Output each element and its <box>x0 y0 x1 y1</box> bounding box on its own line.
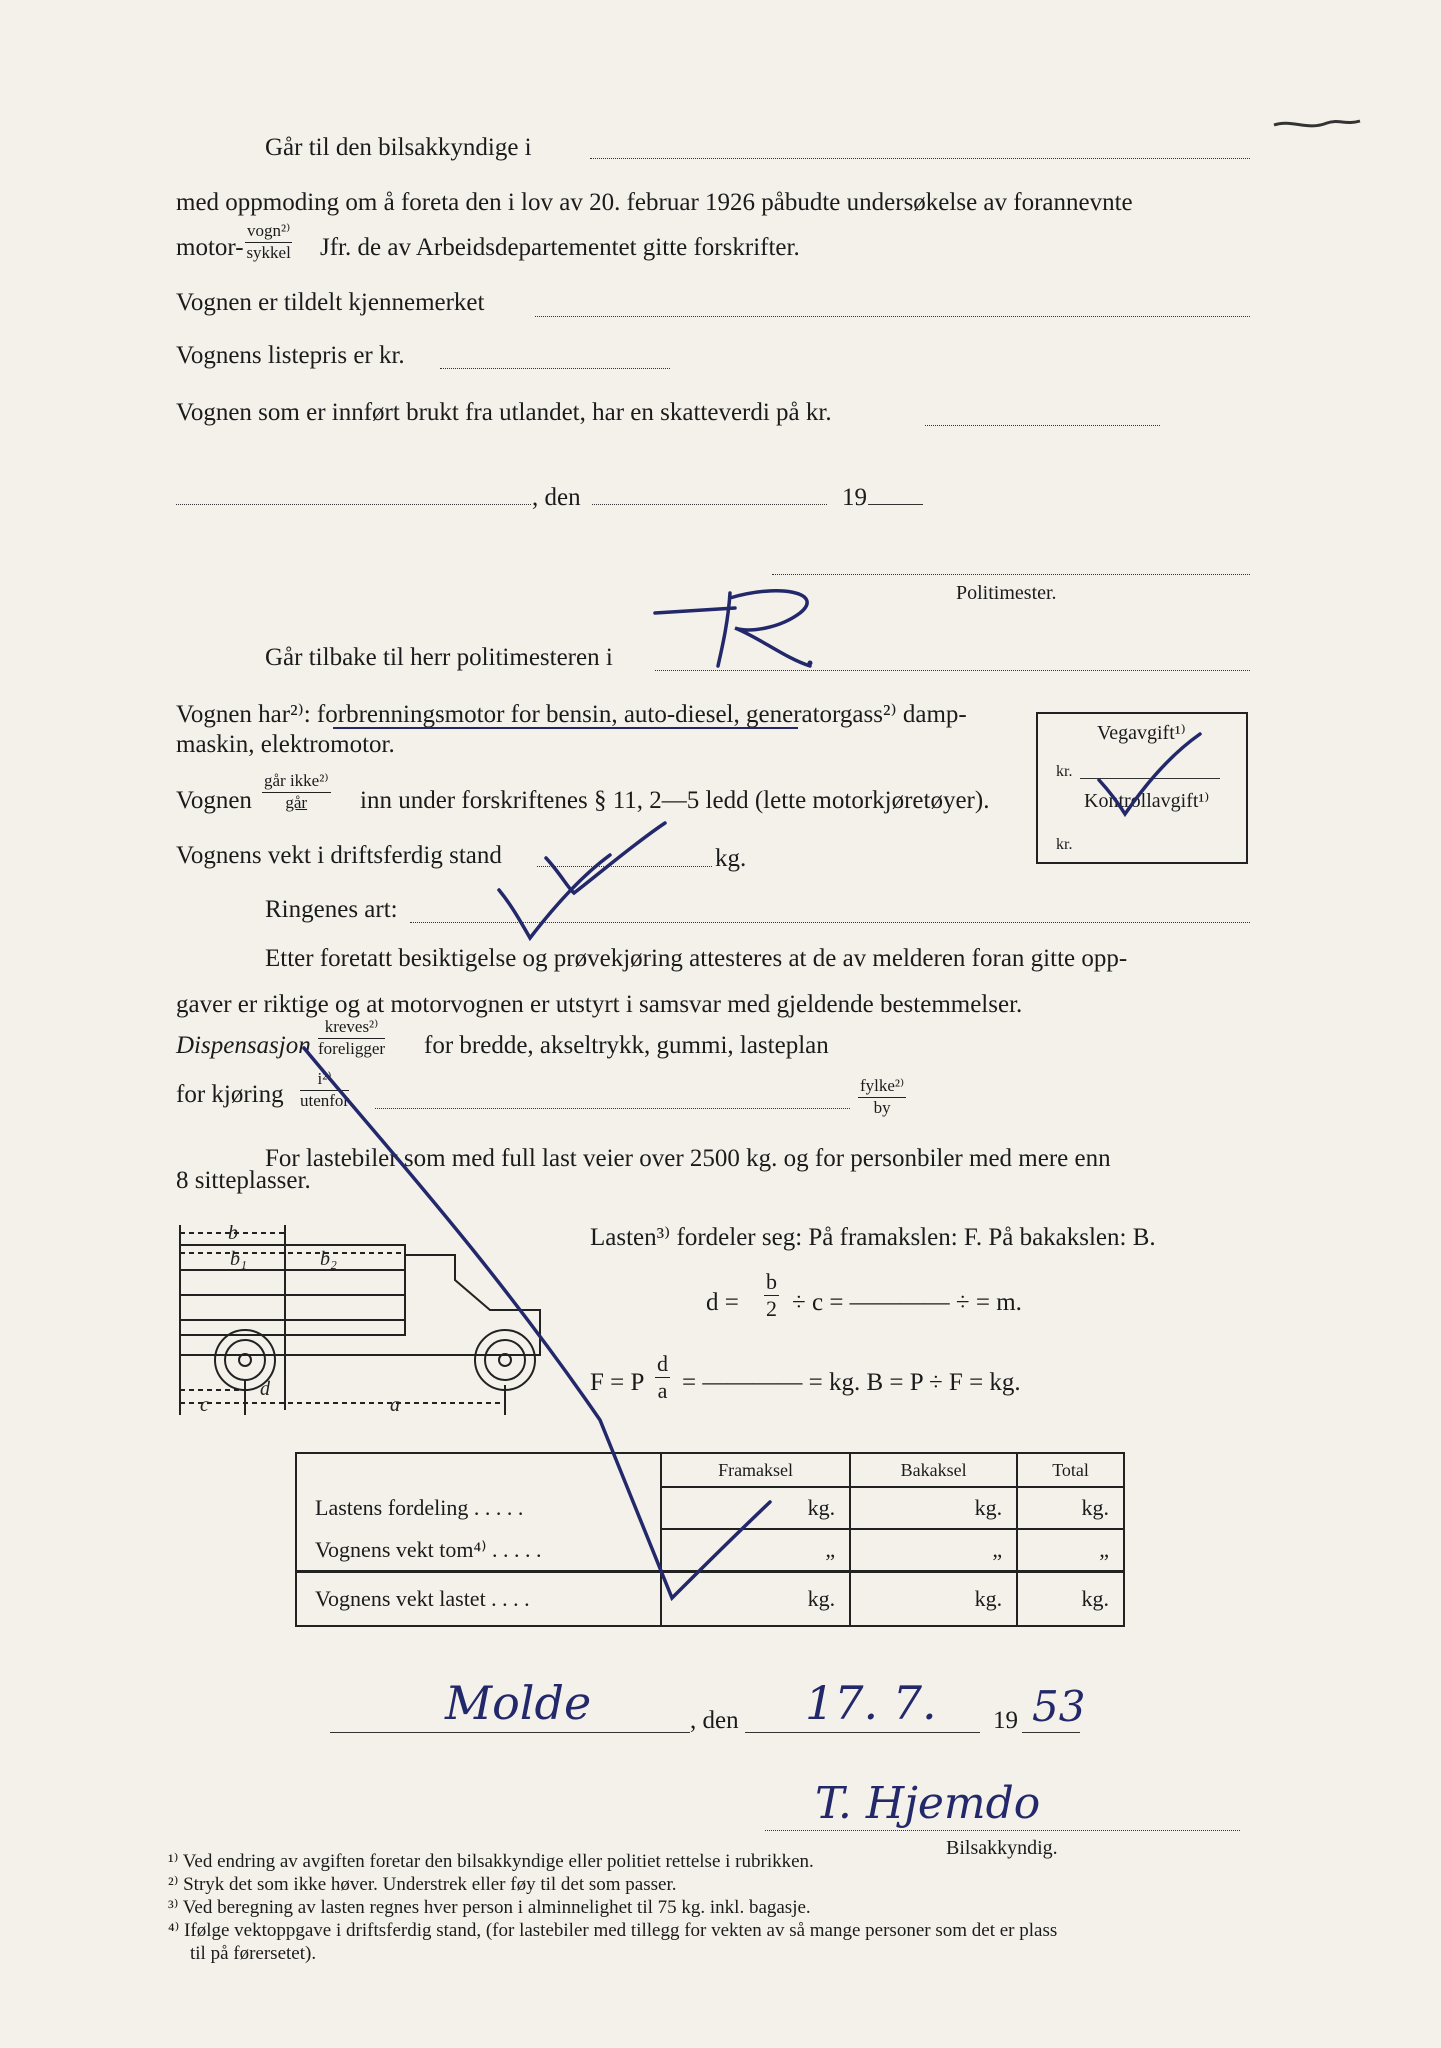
lastebiler-line1: For lastebiler som med full last veier over 2500 kg. og for personbiler med mere enn <box>265 1145 1111 1172</box>
dispensasjon-bottom: foreligger <box>318 1038 386 1058</box>
motor-fraction-bottom: går <box>285 792 308 812</box>
first-den-label: , den <box>532 484 581 511</box>
first-year-field[interactable] <box>868 504 923 505</box>
header-line3-prefix: motor- <box>176 234 244 261</box>
kontrollavgift-kr: kr. <box>1056 836 1073 853</box>
return-field[interactable] <box>655 670 1250 671</box>
formula-b: b <box>764 1270 779 1296</box>
place-field[interactable] <box>330 1732 690 1733</box>
truck-label-b: b <box>228 1225 238 1244</box>
truck-label-a: a <box>390 1394 400 1415</box>
signature-den-label: , den <box>690 1707 739 1734</box>
vekt-kg: kg. <box>715 845 747 872</box>
table-header: Framaksel <box>661 1453 850 1487</box>
corner-mark <box>1272 105 1362 145</box>
date-handwritten: 17. 7. <box>805 1676 937 1730</box>
first-date-field[interactable] <box>592 504 827 505</box>
fraction-bottom: sykkel <box>246 242 291 262</box>
vegavgift-kr: kr. <box>1056 763 1073 780</box>
motor-line2: maskin, elektromotor. <box>176 731 395 758</box>
formula-a: a <box>657 1378 668 1404</box>
row-label: Vognens vekt lastet . . . . <box>296 1572 661 1627</box>
ringer-label: Ringenes art: <box>265 896 398 923</box>
bilsakkyndig-label: Bilsakkyndig. <box>946 1837 1058 1859</box>
table-cell[interactable]: kg. <box>661 1572 850 1627</box>
row-label: Vognens vekt tom⁴⁾ . . . . . <box>296 1529 661 1572</box>
kjoring-label: for kjøring <box>176 1081 284 1108</box>
place-handwritten: Molde <box>445 1676 592 1730</box>
dispensasjon-label: Dispensasjon <box>176 1032 311 1059</box>
table-cell[interactable]: „ <box>661 1529 850 1572</box>
kjoring-right-top: fylke²⁾ <box>858 1077 906 1098</box>
first-place-field[interactable] <box>176 504 531 505</box>
year-handwritten: 53 <box>1032 1682 1086 1731</box>
header-line1-blank[interactable] <box>590 158 1250 159</box>
truck-label-d: d <box>260 1378 270 1400</box>
kjoring-top: i²⁾ <box>300 1070 349 1091</box>
dispensasjon-suffix: for bredde, akseltrykk, gummi, lasteplan <box>424 1032 829 1059</box>
listepris-field[interactable] <box>440 368 670 369</box>
date-field[interactable] <box>745 1732 980 1733</box>
skatteverdi-label: Vognen som er innført brukt fra utlandet, har en skatteverdi på kr. <box>176 399 832 426</box>
motor-line3-prefix: Vognen <box>176 787 252 814</box>
footnote: ¹⁾ Ved endring av avgiften foretar den bilsakkyndige eller politiet rettelse i rubrikken. <box>168 1851 814 1872</box>
kjoring-right-fraction <box>858 1077 906 1117</box>
motor-fraction <box>262 772 331 812</box>
first-year-label: 19 <box>842 484 867 511</box>
politimester-signature-field[interactable] <box>772 574 1250 575</box>
signature-field[interactable] <box>765 1830 1240 1831</box>
attest-line1: Etter foretatt besiktigelse og prøvekjøring attesteres at de av melderen foran gitte opp- <box>265 945 1128 972</box>
formula-f-label: F = P <box>590 1369 645 1396</box>
table-cell[interactable]: kg. <box>1017 1487 1124 1529</box>
vekt-label: Vognens vekt i driftsferdig stand <box>176 842 502 869</box>
bleed-through-title <box>860 340 877 411</box>
footnote: ²⁾ Stryk det som ikke høver. Understrek eller føy til det som passer. <box>168 1874 677 1895</box>
table-cell[interactable]: kg. <box>850 1572 1017 1627</box>
return-label: Går tilbake til herr politimesteren i <box>265 644 613 671</box>
signature-handwritten: T. Hjemdo <box>815 1778 1041 1829</box>
vegavgift-label: Vegavgift¹⁾ <box>1097 722 1186 744</box>
formula-d: d <box>655 1352 670 1378</box>
attest-line2: gaver er riktige og at motorvognen er utstyrt i samsvar med gjeldende bestemmelser. <box>176 991 1023 1018</box>
table-cell[interactable]: kg. <box>850 1487 1017 1529</box>
year-field[interactable] <box>1022 1732 1080 1733</box>
truck-label-c: c <box>200 1394 209 1415</box>
row-label: Lastens fordeling . . . . . <box>296 1487 661 1529</box>
fee-checkmark <box>1095 730 1205 820</box>
table-header: Total <box>1017 1453 1124 1487</box>
motor-fraction-top: går ikke²⁾ <box>262 772 331 793</box>
politimester-label: Politimester. <box>956 582 1057 604</box>
listepris-label: Vognens listepris er kr. <box>176 342 405 369</box>
footnote: ³⁾ Ved beregning av lasten regnes hver person i alminnelighet til 75 kg. inkl. bagasje. <box>168 1897 811 1918</box>
year-prefix: 19 <box>993 1707 1018 1734</box>
truck-label-b1: b₁ <box>230 1248 247 1270</box>
truck-label-b2: b₂ <box>320 1248 337 1270</box>
header-line2: med oppmoding om å foreta den i lov av 20. februar 1926 påbudte undersøkelse av forannevnte <box>176 189 1133 216</box>
table-cell[interactable]: „ <box>850 1529 1017 1572</box>
footnote: til på førersetet). <box>190 1943 317 1964</box>
header-line3-suffix: Jfr. de av Arbeidsdepartementet gitte forskrifter. <box>320 234 800 261</box>
header-line1: Går til den bilsakkyndige i <box>265 134 532 161</box>
header-line3-fraction <box>245 222 292 262</box>
motor-line1: Vognen har²⁾: forbrenningsmotor for bensin, auto-diesel, generatorgass²⁾ damp- <box>176 701 967 728</box>
kjoring-right-bottom: by <box>873 1097 891 1117</box>
diagonal-cancel-stroke <box>300 1040 860 1610</box>
table-cell[interactable]: kg. <box>661 1487 850 1529</box>
footnote: ⁴⁾ Ifølge vektoppgave i driftsferdig stand, (for lastebiler med tillegg for vekten av så mange personer som det er plass <box>168 1920 1058 1941</box>
fraction-top: vogn²⁾ <box>245 222 292 243</box>
motor-underline <box>333 727 798 729</box>
kjoring-bottom: utenfor <box>300 1090 350 1110</box>
lasten-line: Lasten³⁾ fordeler seg: På framakslen: F. På bakakslen: B. <box>590 1224 1156 1251</box>
formula-f-rest: = ———— = kg. B = P ÷ F = kg. <box>682 1369 1021 1396</box>
ringer-checkmark <box>495 852 615 942</box>
dispensasjon-top: kreves²⁾ <box>318 1018 385 1039</box>
kontrollavgift-label: Kontrollavgift¹⁾ <box>1084 790 1210 812</box>
skatteverdi-field[interactable] <box>925 425 1160 426</box>
formula-d-label: d = <box>706 1289 739 1316</box>
handwritten-r <box>650 578 850 668</box>
lastebiler-line2: 8 sitteplasser. <box>176 1167 311 1194</box>
formula-d-rest: ÷ c = ———— ÷ = m. <box>792 1289 1022 1316</box>
kjennemerke-label: Vognen er tildelt kjennemerket <box>176 289 485 316</box>
table-header: Bakaksel <box>850 1453 1017 1487</box>
table-cell[interactable]: „ <box>1017 1529 1124 1572</box>
table-cell[interactable]: kg. <box>1017 1572 1124 1627</box>
motor-line3-suffix: inn under forskriftenes § 11, 2—5 ledd (lette motorkjøretøyer). <box>360 787 990 814</box>
formula-two: 2 <box>766 1296 777 1322</box>
kjennemerke-field[interactable] <box>535 316 1250 317</box>
